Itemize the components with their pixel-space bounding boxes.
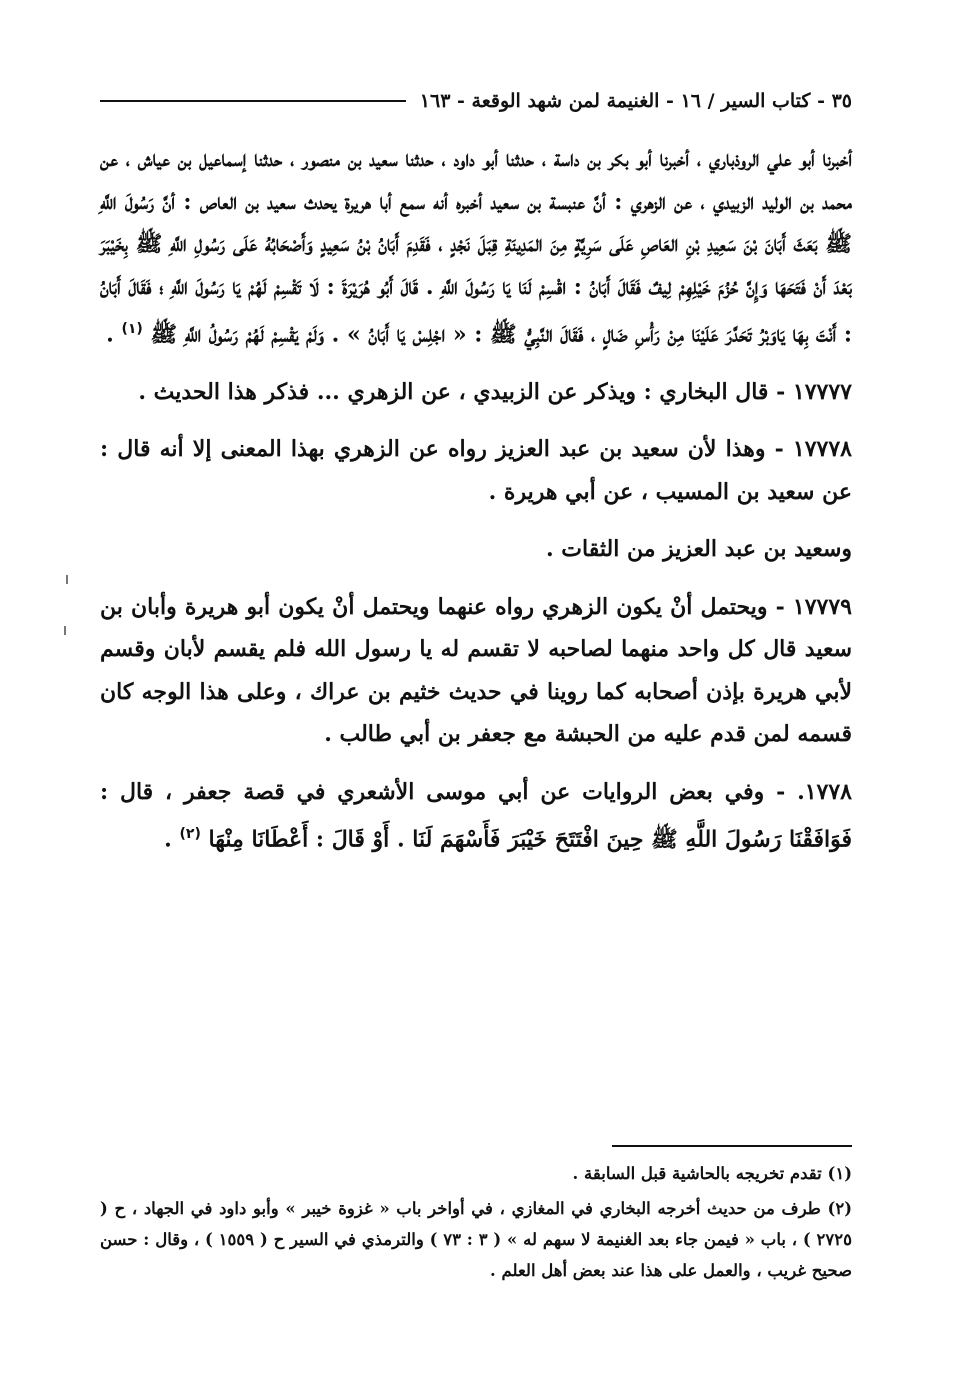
paragraph-text: أخبرنا أبو علي الروذباري ، أخبرنا أبو بكر بن داسة ، حدثنا أبو داود ، حدثنا سعيد بن منصور ، حدثنا إسماعيل بن عياش ، عن محمد بن الوليد الزبيدي ، عن الزهري : أنَّ عنبسة بن سعيد أخبره أنه سمع أبا هريرة يحدث سعيد بن العاص : أنَّ رَسُولَ اللَّهِ ﷺ بَعَثَ أَبَانَ بْنَ سَعِيدِ بْنِ العَاصِ عَلَى سَرِيَّةٍ مِنَ المَدِينَةِ قِبَلَ نَجْدٍ ، فَقَدِمَ أَبَانُ بْنُ سَعِيدٍ وَأَصْحَابُهُ عَلَى رَسُولِ اللَّهِ ﷺ بِخَيْبَرَ بَعْدَ أَنْ فَتَحَهَا وَإِنَّ حُزُمَ خَيْلِهِمْ لِيفٌ فَقَالَ أَبَانُ : اقْسِمْ لَنَا يَا رَسُولَ اللَّهِ . قَالَ أَبُو هُرَيْرَةَ : لَا تَقْسِمْ لَهُمْ يَا رَسُولَ اللَّهِ ؛ فَقَالَ أَبَانُ : أَنْتَ بِهَا يَاوَبْرُ تَحَدَّرَ عَلَيْنَا مِنْ رَأْسِ ضَالٍ ، فَقَالَ النَّبِيُّ ﷺ : « اجْلِسْ يَا أَبَانُ » . وَلَمْ يَقْسِمْ لَهُمْ رَسُولُ اللَّهِ ﷺ — [100, 146, 852, 348]
scan-speck — [66, 575, 68, 584]
footnote-2: (٢) طرف من حديث أخرجه البخاري في المغازي ، في أواخر باب « غزوة خيبر » وأبو داود في الجهاد ، ح ( ٢٧٢٥ ) ، باب « فيمن جاء بعد الغنيمة لا سهم له » ( ٣ : ٧٣ ) والترمذي في السير ح ( ١٥٥٩ ) ، وقال : حسن صحيح غريب ، والعمل على هذا عند بعض أهل العلم . — [100, 1199, 852, 1280]
footnotes — [100, 1158, 852, 1290]
running-title: ٣٥ - كتاب السير / ١٦ - الغنيمة لمن شهد الوقعة - ١٦٣ — [419, 90, 852, 112]
paragraph-hadith-abu-dawud — [100, 138, 852, 356]
header-rule — [100, 100, 406, 102]
paragraph-text: ١٧٧٧٩ - ويحتمل أنْ يكون الزهري رواه عنهما ويحتمل أنْ يكون أبو هريرة وأبان بن سعيد قال كل واحد منهما لصاحبه لا تقسم له يا رسول الله فلم يقسم لأبان وقسم لأبي هريرة بإذن أصحابه كما روينا في حديث خثيم بن عراك ، وعلى هذا الوجه كان قسمه لمن قدم عليه من الحبشة مع جعفر بن أبي طالب . — [100, 593, 852, 748]
paragraph-text: وسعيد بن عبد العزيز من الثقات . — [545, 536, 852, 563]
paragraph-17778 — [100, 428, 852, 513]
main-text — [100, 138, 852, 874]
paragraph-text: ١٧٧٧٧ - قال البخاري : ويذكر عن الزبيدي ، عن الزهري ... فذكر هذا الحديث . — [138, 378, 852, 405]
footnote-ref-2: (٢) — [179, 826, 201, 843]
paragraph-tail: . — [106, 321, 114, 348]
paragraph-tail: . — [164, 826, 172, 853]
paragraph-17780 — [100, 771, 852, 861]
paragraph-text: ١٧٧٨. - وفي بعض الروايات عن أبي موسى الأشعري في قصة جعفر ، قال : فَوَافَقْنَا رَسُولَ اللَّهِ ﷺ حِينَ افْتَتَحَ خَيْبَرَ فَأَسْهَمَ لَنَا . أَوْ قَالَ : أَعْطَانَا مِنْهَا — [100, 778, 852, 853]
paragraph-17777 — [100, 371, 852, 414]
footnote-1: (١) تقدم تخريجه بالحاشية قبل السابقة . — [572, 1164, 852, 1183]
footnote-separator — [612, 1145, 852, 1147]
paragraph-text: ١٧٧٧٨ - وهذا لأن سعيد بن عبد العزيز رواه عن الزهري بهذا المعنى إلا أنه قال : عن سعيد بن المسيب ، عن أبي هريرة . — [100, 436, 852, 505]
running-header — [100, 84, 852, 118]
paragraph-thiqat — [100, 528, 852, 571]
paragraph-17779 — [100, 586, 852, 756]
footnote-ref-1: (١) — [121, 321, 143, 337]
scan-speck — [64, 626, 66, 635]
